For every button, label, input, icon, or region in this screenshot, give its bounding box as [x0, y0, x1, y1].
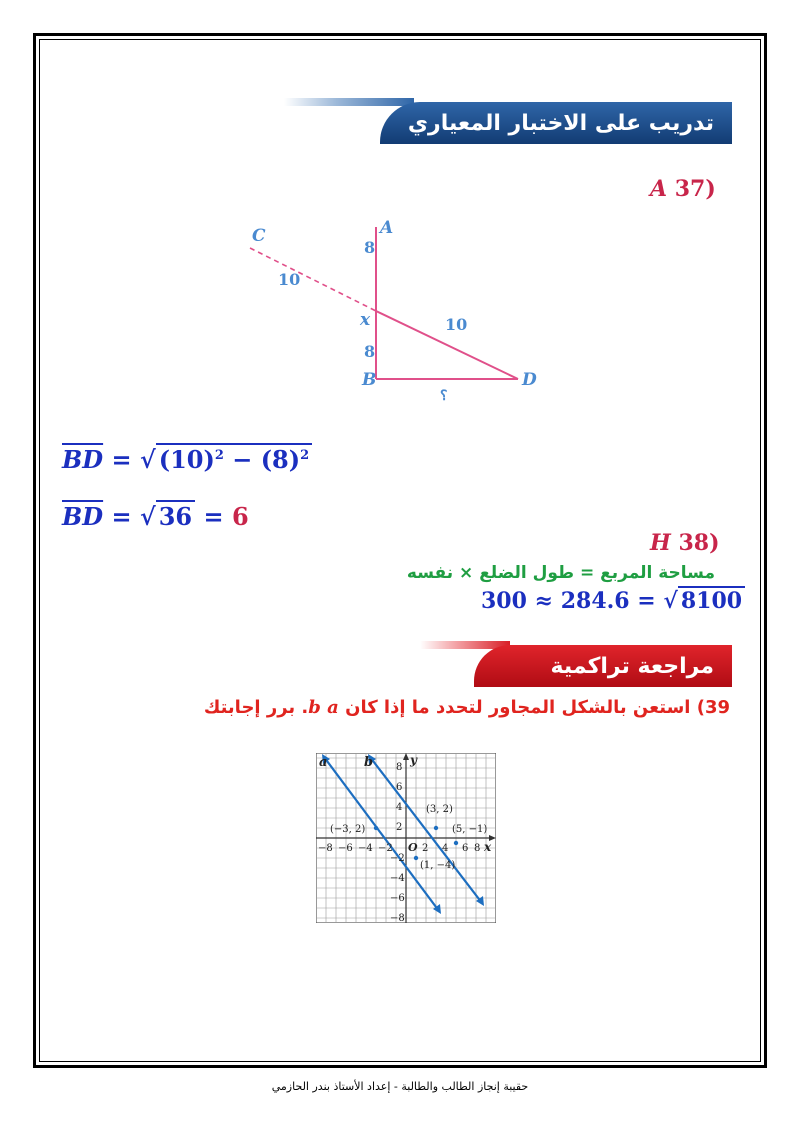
svg-text:−4: −4 [358, 843, 373, 854]
svg-text:4: 4 [442, 843, 449, 854]
page-footer: حقيبة إنجاز الطالب والطالبة - إعداد الأستاذ بندر الحازمي [271, 1080, 529, 1093]
q39-vars: b a [308, 697, 339, 718]
svg-text:8: 8 [396, 762, 403, 773]
svg-text:2: 2 [422, 843, 429, 854]
banner-tail [284, 98, 414, 106]
q38-label [650, 530, 720, 556]
line-a-label: a [319, 755, 328, 770]
point-d-label: D [522, 370, 537, 390]
line-b-label: b [364, 755, 374, 770]
point-5-m1 [454, 841, 458, 845]
point-a-label: A [380, 218, 394, 238]
q37-result: 6 [231, 502, 249, 531]
bd-unknown: ؟ [440, 388, 448, 404]
q37-equation-1: $\overline{BD}$ = √ $(10)^2 - (8)^2$ [62, 445, 312, 474]
svg-text:4: 4 [396, 802, 403, 813]
svg-text:−2: −2 [378, 843, 393, 854]
svg-text:6: 6 [396, 782, 403, 793]
svg-text:−4: −4 [390, 873, 405, 884]
cx-length: 10 [278, 270, 301, 289]
point-m3-2-label: (−3, 2) [330, 824, 366, 835]
banner-title-red: مراجعة تراكمية [550, 653, 714, 679]
q37-label [650, 176, 716, 202]
point-b-label: B [362, 370, 377, 390]
svg-text:−8: −8 [390, 913, 405, 923]
q38-formula: 300 ≈ 284.6 = √ 8100 [481, 588, 745, 614]
svg-text:8: 8 [474, 843, 481, 854]
xd-length: 10 [445, 315, 468, 334]
q38-answer: H [650, 530, 671, 556]
point-1-m4 [414, 856, 418, 860]
x-axis-label: x [484, 840, 492, 854]
sqrt-expression: √ $(10)^2 - (8)^2$ [140, 445, 312, 474]
bd-segment-symbol: $\overline{BD}$ [62, 445, 104, 474]
banner-title: تدريب على الاختبار المعياري [407, 110, 714, 136]
svg-text:−6: −6 [390, 893, 405, 904]
standardized-test-banner [380, 102, 732, 144]
point-5-m1-label: (5, −1) [452, 824, 488, 835]
q39-text: 39) استعن بالشكل المجاور لتحدد ما إذا كان b a. برر إجابتك [203, 697, 730, 718]
q39-coordinate-graph [316, 753, 496, 923]
cumulative-review-banner [474, 645, 732, 687]
svg-text:−2: −2 [390, 853, 405, 864]
origin-label: O [408, 841, 418, 854]
svg-text:6: 6 [462, 843, 469, 854]
svg-text:−8: −8 [318, 843, 333, 854]
point-c-label: C [252, 226, 266, 246]
q37-equation-2: $\overline{BD}$ = √ 36 = 6 [62, 502, 249, 531]
point-x-label: x [360, 310, 371, 330]
ab-bottom-length: 8 [364, 342, 376, 361]
q37-answer: A [650, 176, 668, 202]
point-3-2 [434, 826, 438, 830]
point-1-m4-label: (1, −4) [420, 860, 456, 871]
point-3-2-label: (3, 2) [426, 804, 453, 815]
q37-number: (37 [674, 176, 716, 202]
svg-text:2: 2 [396, 822, 403, 833]
q38-text: مساحة المربع = طول الضلع × نفسه [406, 563, 715, 583]
svg-text:−6: −6 [338, 843, 353, 854]
q37-triangle-figure [240, 215, 560, 415]
point-m3-2 [374, 826, 378, 830]
ab-top-length: 8 [364, 238, 376, 257]
cx-dashed-segment [250, 248, 376, 311]
y-axis-label: y [410, 753, 417, 767]
q38-number: (38 [678, 530, 720, 556]
